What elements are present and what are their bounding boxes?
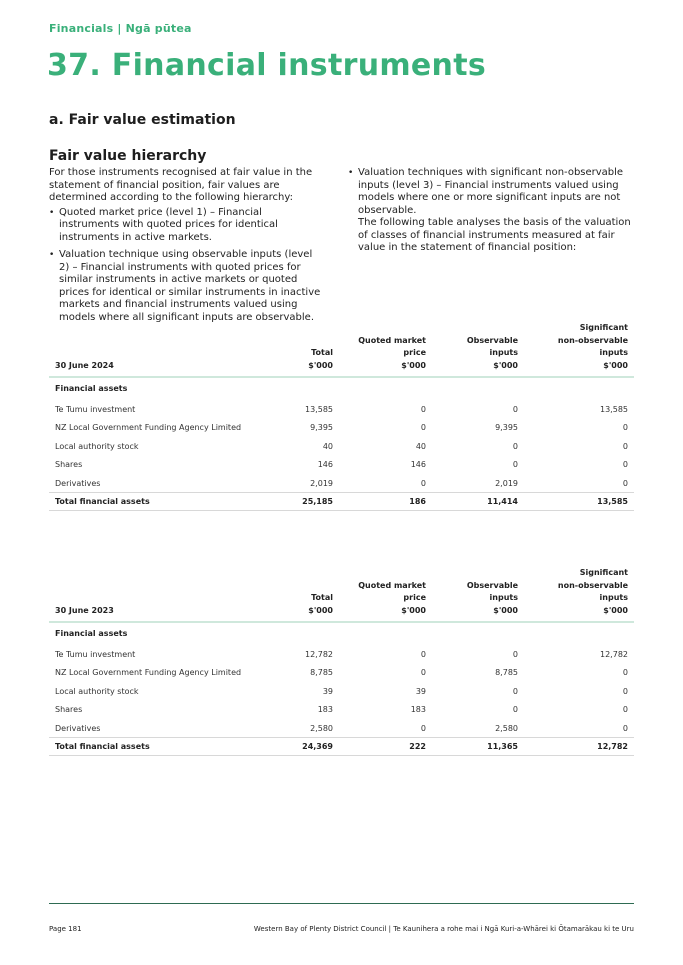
value-cell: 0 [622,423,628,433]
total-row [49,738,634,756]
value-cell: 183 [317,705,333,715]
section-heading: Fair value hierarchy [49,148,207,164]
value-cell: 183 [410,705,426,715]
column-header-text: price [403,593,426,603]
table-row [49,700,634,719]
value-cell: 0 [420,423,426,433]
value-cell: 0 [420,404,426,414]
value-cell: 0 [622,686,628,696]
header-section: Financials [49,22,114,35]
value-cell: 222 [339,738,432,756]
value-cell: 0 [512,441,518,451]
column-header-text: $'000 [401,606,426,616]
column-header-text: Observable [466,580,518,590]
row-label-cell: NZ Local Government Funding Agency Limited [55,423,242,433]
observable-header [432,322,524,377]
value-cell: 12,782 [524,738,634,756]
table-row [49,645,634,664]
total-row [49,493,634,511]
footer-divider [49,903,634,904]
value-cell: 0 [512,460,518,470]
column-header-text: price [403,348,426,358]
hierarchy-list [49,207,325,325]
column-header-text: $'000 [308,361,333,371]
column-header-text: Quoted market [358,335,426,345]
value-cell: 2,019 [495,478,518,488]
row-label-cell: Total financial assets [49,738,284,756]
list-item-text: Valuation techniques with significant non-observable inputs (level 3) – Financial instruments valued using models where one or more significant inputs are not observable. [358,167,624,216]
fair-value-table-2024 [49,322,634,511]
column-header-text: inputs [599,593,628,603]
table-header-row [49,322,634,377]
table-row [49,418,634,437]
header-separator: | [117,22,122,35]
fair-value-table-2023 [49,567,634,756]
value-cell: 0 [512,649,518,659]
value-cell: 25,185 [284,493,339,511]
row-label-cell: Derivatives [55,478,101,488]
value-cell: 0 [622,723,628,733]
list-item [348,167,638,255]
table-row [49,400,634,419]
column-header-text: Observable [466,335,518,345]
table-row [49,455,634,474]
row-label-cell: Local authority stock [55,686,139,696]
value-cell: 0 [420,649,426,659]
value-cell: 146 [317,460,333,470]
period-header: 30 June 2023 [55,606,114,616]
left-column [49,167,325,324]
value-cell: 2,580 [310,723,333,733]
running-header [49,22,192,35]
value-cell: 2,019 [310,478,333,488]
table-row [49,437,634,456]
section-row [49,377,634,400]
value-cell: 0 [512,404,518,414]
column-header-text: inputs [489,348,518,358]
column-header-text: $'000 [493,361,518,371]
total-header [284,567,339,622]
significant-header [524,322,634,377]
column-header-text: Significant [579,568,628,577]
table-row [49,663,634,682]
table-header-row [49,567,634,622]
table-row [49,474,634,493]
value-cell: 11,365 [432,738,524,756]
row-label-cell: Financial assets [55,384,128,394]
column-header-text: Significant [579,323,628,332]
period-header: 30 June 2024 [55,361,114,371]
header-maori: Ngā pūtea [125,22,192,35]
value-cell: 0 [622,460,628,470]
column-header-text: Total [311,593,333,603]
column-header-text: $'000 [603,606,628,616]
value-cell: 0 [622,441,628,451]
value-cell: 0 [420,668,426,678]
value-cell: 40 [322,441,333,451]
total-header [284,322,339,377]
hierarchy-list-continued [348,167,638,255]
column-header-text: $'000 [308,606,333,616]
value-cell: 0 [512,686,518,696]
column-header-text: Total [311,348,333,358]
value-cell: 13,585 [600,404,628,414]
row-label-cell: Derivatives [55,723,101,733]
value-cell: 8,785 [495,668,518,678]
value-cell: 39 [322,686,333,696]
column-header-text: Quoted market [358,580,426,590]
value-cell: 13,585 [524,493,634,511]
row-label-cell: Shares [55,460,83,470]
value-cell: 0 [512,705,518,715]
value-cell: 0 [622,478,628,488]
column-header-text: inputs [489,593,518,603]
value-cell: 40 [415,441,426,451]
value-cell: 146 [410,460,426,470]
section-subtitle: a. Fair value estimation [49,112,236,128]
page-title: 37. Financial instruments [47,48,487,83]
value-cell: 24,369 [284,738,339,756]
list-item: • Quoted market price (level 1) – Financial instruments with quoted prices for identical instruments in active markets. [49,207,325,245]
significant-header [524,567,634,622]
row-label-cell: Te Tumu investment [55,649,136,659]
value-cell: 0 [420,723,426,733]
row-label-cell: Total financial assets [49,493,284,511]
column-header-text: $'000 [401,361,426,371]
value-cell: 0 [622,705,628,715]
row-label-cell: Financial assets [55,629,128,639]
quoted-header [339,567,432,622]
value-cell: 186 [339,493,432,511]
table-row [49,682,634,701]
table-row [49,719,634,738]
table-intro-paragraph: The following table analyses the basis of the valuation of classes of financial instruments measured at fair value in the statement of financial position: [358,217,631,253]
value-cell: 2,580 [495,723,518,733]
observable-header [432,567,524,622]
value-cell: 9,395 [495,423,518,433]
value-cell: 0 [622,668,628,678]
column-header-text: non-observable [557,580,628,590]
value-cell: 8,785 [310,668,333,678]
list-item: • Valuation technique using observable inputs (level 2) – Financial instruments with quoted prices for similar instruments in active markets or quoted prices for identical or similar instruments in inactive markets and financial instruments valued using models where all significant inputs are observable. [49,249,325,324]
row-label-cell: Shares [55,705,83,715]
row-label-cell: Te Tumu investment [55,404,136,414]
column-header-text: $'000 [603,361,628,371]
column-header-text: inputs [599,348,628,358]
value-cell: 0 [420,478,426,488]
column-header-text: $'000 [493,606,518,616]
row-label-cell: Local authority stock [55,441,139,451]
section-row [49,622,634,645]
intro-paragraph: For those instruments recognised at fair value in the statement of financial position, fair values are determined according to the following hierarchy: [49,167,313,203]
quoted-header [339,322,432,377]
right-column [348,167,638,255]
column-header-text: non-observable [557,335,628,345]
row-label-cell: NZ Local Government Funding Agency Limited [55,668,242,678]
footer-organisation: Western Bay of Plenty District Council | Te Kaunihera a rohe mai i Ngā Kuri-a-Whārei ki Ōtamarākau ki te Uru [253,925,634,933]
value-cell: 12,782 [305,649,333,659]
value-cell: 9,395 [310,423,333,433]
value-cell: 39 [415,686,426,696]
value-cell: 11,414 [432,493,524,511]
value-cell: 13,585 [305,404,333,414]
value-cell: 12,782 [600,649,628,659]
page-number: Page 181 [49,925,82,933]
